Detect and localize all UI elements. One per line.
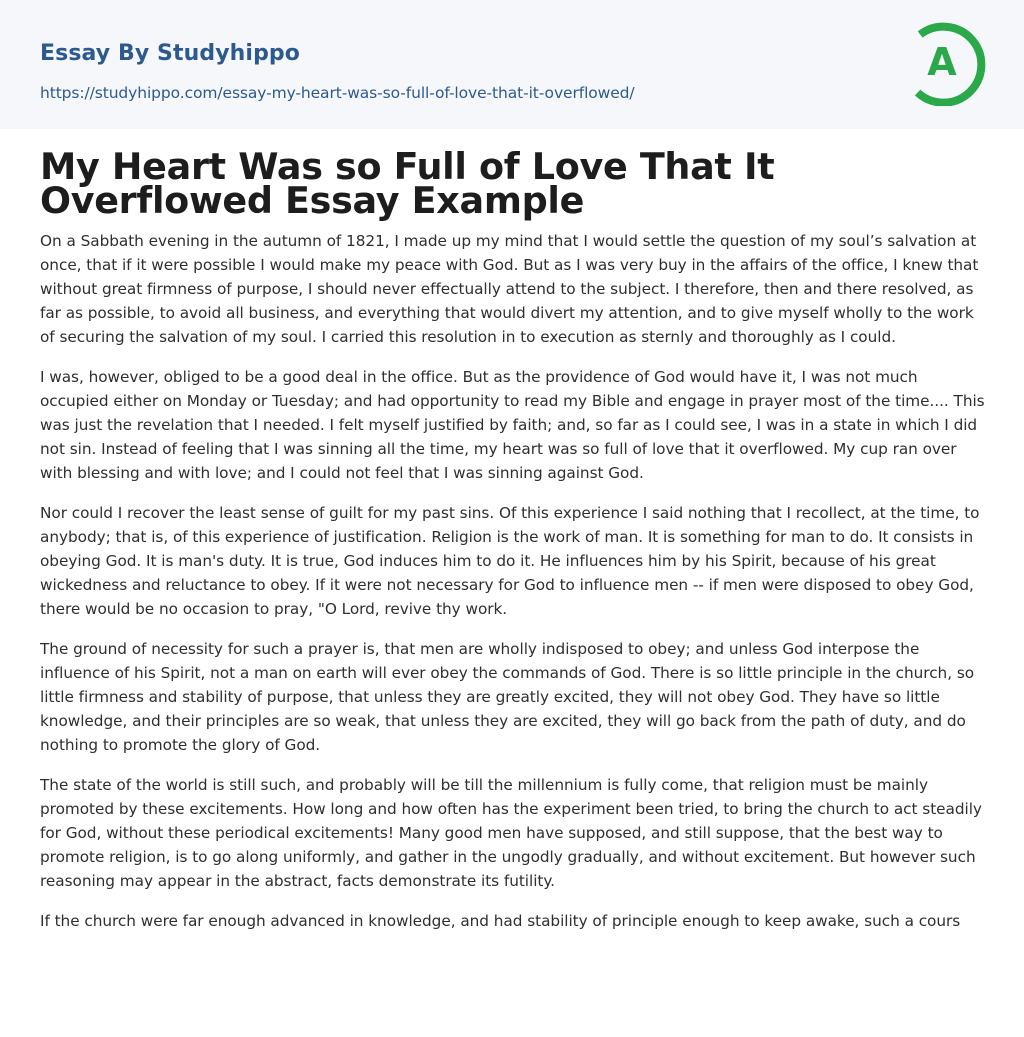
essay-paragraph: The ground of necessity for such a prayer is, that men are wholly indisposed to obey; and unless God interpose the influence of his Spirit, not a man on earth will ever obey the commands of God. There is so little principle in the church, so little firmness and stability of purpose, that unless they are greatly excited, they will not obey God. They have so little knowledge, and their principles are so weak, that unless they are excited, they will go back from the path of duty, and do nothing to promote the glory of God. [40, 640, 975, 754]
studyhippo-logo[interactable] [898, 18, 986, 106]
site-header [0, 0, 1024, 129]
essay-paragraph: On a Sabbath evening in the autumn of 1821, I made up my mind that I would settle the question of my soul’s salvation at once, that if it were possible I would make my peace with God. But as I was very buy in the affairs of the office, I knew that without great firmness of purpose, I should never effectually attend to the subject. I therefore, then and there resolved, as far as possible, to avoid all business, and everything that would divert my attention, and to give myself wholly to the work of securing the salvation of my soul. I carried this resolution in to execution as sternly and thoroughly as I could. [40, 232, 979, 346]
essay-paragraph: Nor could I recover the least sense of guilt for my past sins. Of this experience I said nothing that I recollect, at the time, to anybody; that is, of this experience of justification. Religion is the work of man. It is something for man to do. It consists in obeying God. It is man's duty. It is true, God induces him to do it. He influences him by his Spirit, because of his great wickedness and reluctance to obey. If it were not necessary for God to influence men -- if men were disposed to obey God, there would be no occasion to pray, "O Lord, revive thy work. [40, 504, 980, 618]
essay-paragraph: If the church were far enough advanced in knowledge, and had stability of principle enough to keep awake, such a cours [40, 912, 961, 930]
page-title: My Heart Was so Full of Love That It Overflowed Essay Example [40, 145, 775, 222]
site-title[interactable]: Essay By Studyhippo [40, 41, 300, 66]
essay-paragraph: The state of the world is still such, and probably will be till the millennium is fully come, that religion must be mainly promoted by these excitements. How long and how often has the experiment been tried, to bring the church to act steadily for God, without these periodical excitements! Many good men have supposed, and still suppose, that the best way to promote religion, is to go along uniformly, and gather in the ungodly gradually, and without excitement. But however such reasoning may appear in the abstract, facts demonstrate its futility. [40, 776, 982, 890]
essay-paragraph: I was, however, obliged to be a good deal in the office. But as the providence of God would have it, I was not much occupied either on Monday or Tuesday; and had opportunity to read my Bible and engage in prayer most of the time.... This was just the revelation that I needed. I felt myself justified by faith; and, so far as I could see, I was in a state in which I did not sin. Instead of feeling that I was sinning all the time, my heart was so full of love that it overflowed. My cup ran over with blessing and with love; and I could not feel that I was sinning against God. [40, 368, 985, 482]
essay-url-link[interactable]: https://studyhippo.com/essay-my-heart-was-so-full-of-love-that-it-overflowed/ [40, 84, 635, 102]
essay-body [40, 229, 990, 949]
logo-letter: A [927, 40, 957, 84]
